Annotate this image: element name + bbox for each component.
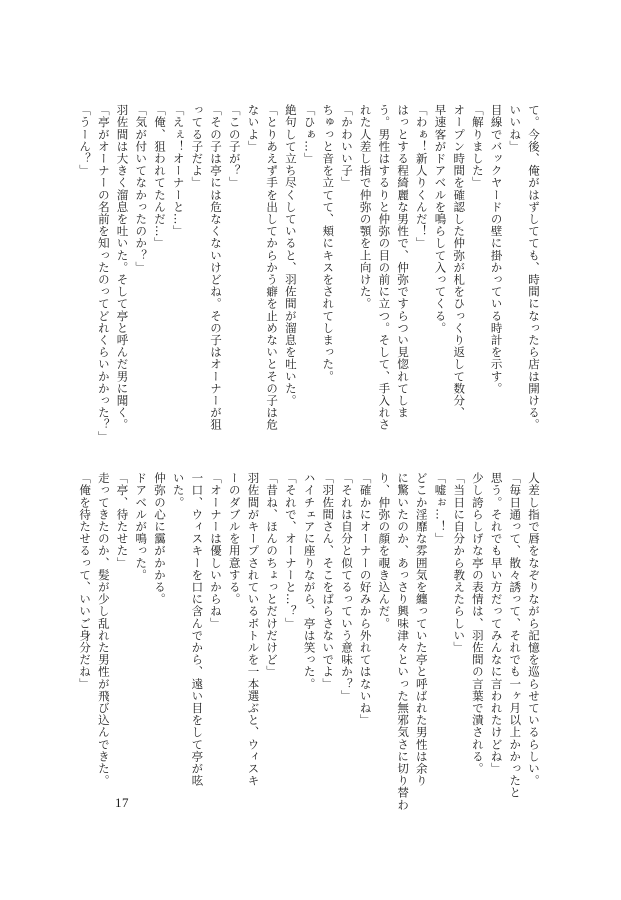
text-line: 「かわいい子」 [339, 104, 354, 189]
text-line: 「ひぁ…」 [302, 104, 317, 165]
text-line: いいね」 [508, 104, 523, 153]
text-line: 「それは自分と似てるっていう意味か？」 [339, 472, 354, 702]
text-line: 「解りました」 [470, 104, 485, 189]
text-line: 「亭がオーナーの名前を知ったのってどれくらいかかった？」 [96, 104, 111, 443]
text-line: いた。 [171, 472, 186, 509]
text-line: 「羽佐間さん、そこをばらさないでよ」 [321, 472, 336, 690]
text-line: 「毎日通って、散々誘って、それでも一ヶ月以上かかったと [508, 472, 523, 799]
text-line: 「えぇ！オーナーと…」 [171, 104, 186, 238]
text-line: 「わぁ！新人りくんだ！」 [414, 104, 429, 250]
text-line: り、仲弥の顔を覗き込んだ。 [377, 472, 392, 630]
text-line: ないよ」 [246, 104, 261, 153]
text-line: 少し誇らしげな亭の表情は、羽佐間の言葉で潰される。 [470, 472, 485, 775]
text-line: どこか淫靡な雰囲気を纏っていた亭と呼ばれた男性は余り [414, 472, 429, 787]
text-line: 羽佐間がキープされているボトルを一本選ぶと、ウィスキ [246, 472, 261, 787]
text-line: 羽佐間は大きく溜息を吐いた。そして亭と呼んだ男に聞く。 [115, 104, 130, 431]
text-line: 「俺を待たせるって、いいご身分だね」 [78, 472, 93, 690]
text-line: 走ってきたのか、髪が少し乱れた男性が飛び込んできた。 [96, 472, 111, 787]
text-line: 「とりあえず手を出してからかう癖を止めないとその子は危 [265, 104, 280, 431]
text-line: に驚いたのか、あっさり興味津々といった無邪気さに切り替わ [396, 472, 411, 811]
text-line: ってる子だよ」 [190, 104, 205, 189]
text-line: ハイチェアに座りながら、亭は笑った。 [302, 472, 317, 690]
text-line: ドアベルが鳴った。 [134, 472, 149, 581]
text-line: 「この子が？」 [227, 104, 242, 189]
text-line: れた人差し指で仲弥の顎を上向けた。 [358, 104, 373, 310]
text-line: 「昔ね、ほんのちょっとだけだけど」 [265, 472, 280, 678]
text-line: 目線でバックヤードの壁に掛かっている時計を示す。 [489, 104, 504, 395]
text-line: 「嘘ぉ…！」 [433, 472, 448, 545]
text-line: 仲弥の心に靄がかかる。 [152, 472, 167, 606]
text-line: 「オーナーは優しいからね」 [209, 472, 224, 630]
text-line: 「確かにオーナーの好みから外れてはないね」 [358, 472, 373, 727]
text-line: ちゅっと音を立てて、頬にキスをされてしまった。 [321, 104, 336, 383]
text-line: 「それで、オーナーと…？」 [283, 472, 298, 630]
page-number: 17 [115, 795, 129, 810]
text-line: はっとする程綺麗な男性で、仲弥ですらつい見惚れてしま [396, 104, 411, 419]
text-line: 「当日に自分から教えたらしい」 [452, 472, 467, 654]
text-line: ーのダブルを用意する。 [227, 472, 242, 606]
text-block-top [78, 104, 543, 443]
text-line: 早速客がドアベルを鳴らして入ってくる。 [433, 104, 448, 334]
text-line: て。今後、俺がはずしてても、時間になったら店は開ける。 [527, 104, 541, 431]
text-line: 「うーん？」 [78, 104, 93, 177]
text-line: 思う。それでも早い方だってみんなに言われたけどね」 [489, 472, 504, 775]
text-line: 一口、ウィスキーを口に含んでから、遠い目をして亭が呟 [190, 472, 205, 787]
text-line: 「亭、待たせた」 [115, 472, 130, 569]
text-line: 「その子は亭には危なくないけどね。その子はオーナーが狙 [209, 104, 224, 431]
text-line: オープン時間を確認した仲弥が札をひっくり返して数分、 [452, 104, 467, 419]
text-line: 絶句して立ち尽くしていると、羽佐間が溜息を吐いた。 [283, 104, 298, 407]
text-line: 人差し指で唇をなぞりながら記憶を巡らせているらしい。 [527, 472, 541, 787]
text-line: 「気が付いてなかったのか？」 [134, 104, 149, 274]
text-line: う。男性はするりと仲弥の目の前に立つ。そして、手入れさ [377, 104, 392, 431]
text-line: 「俺、狙われてたんだ…」 [152, 104, 167, 250]
